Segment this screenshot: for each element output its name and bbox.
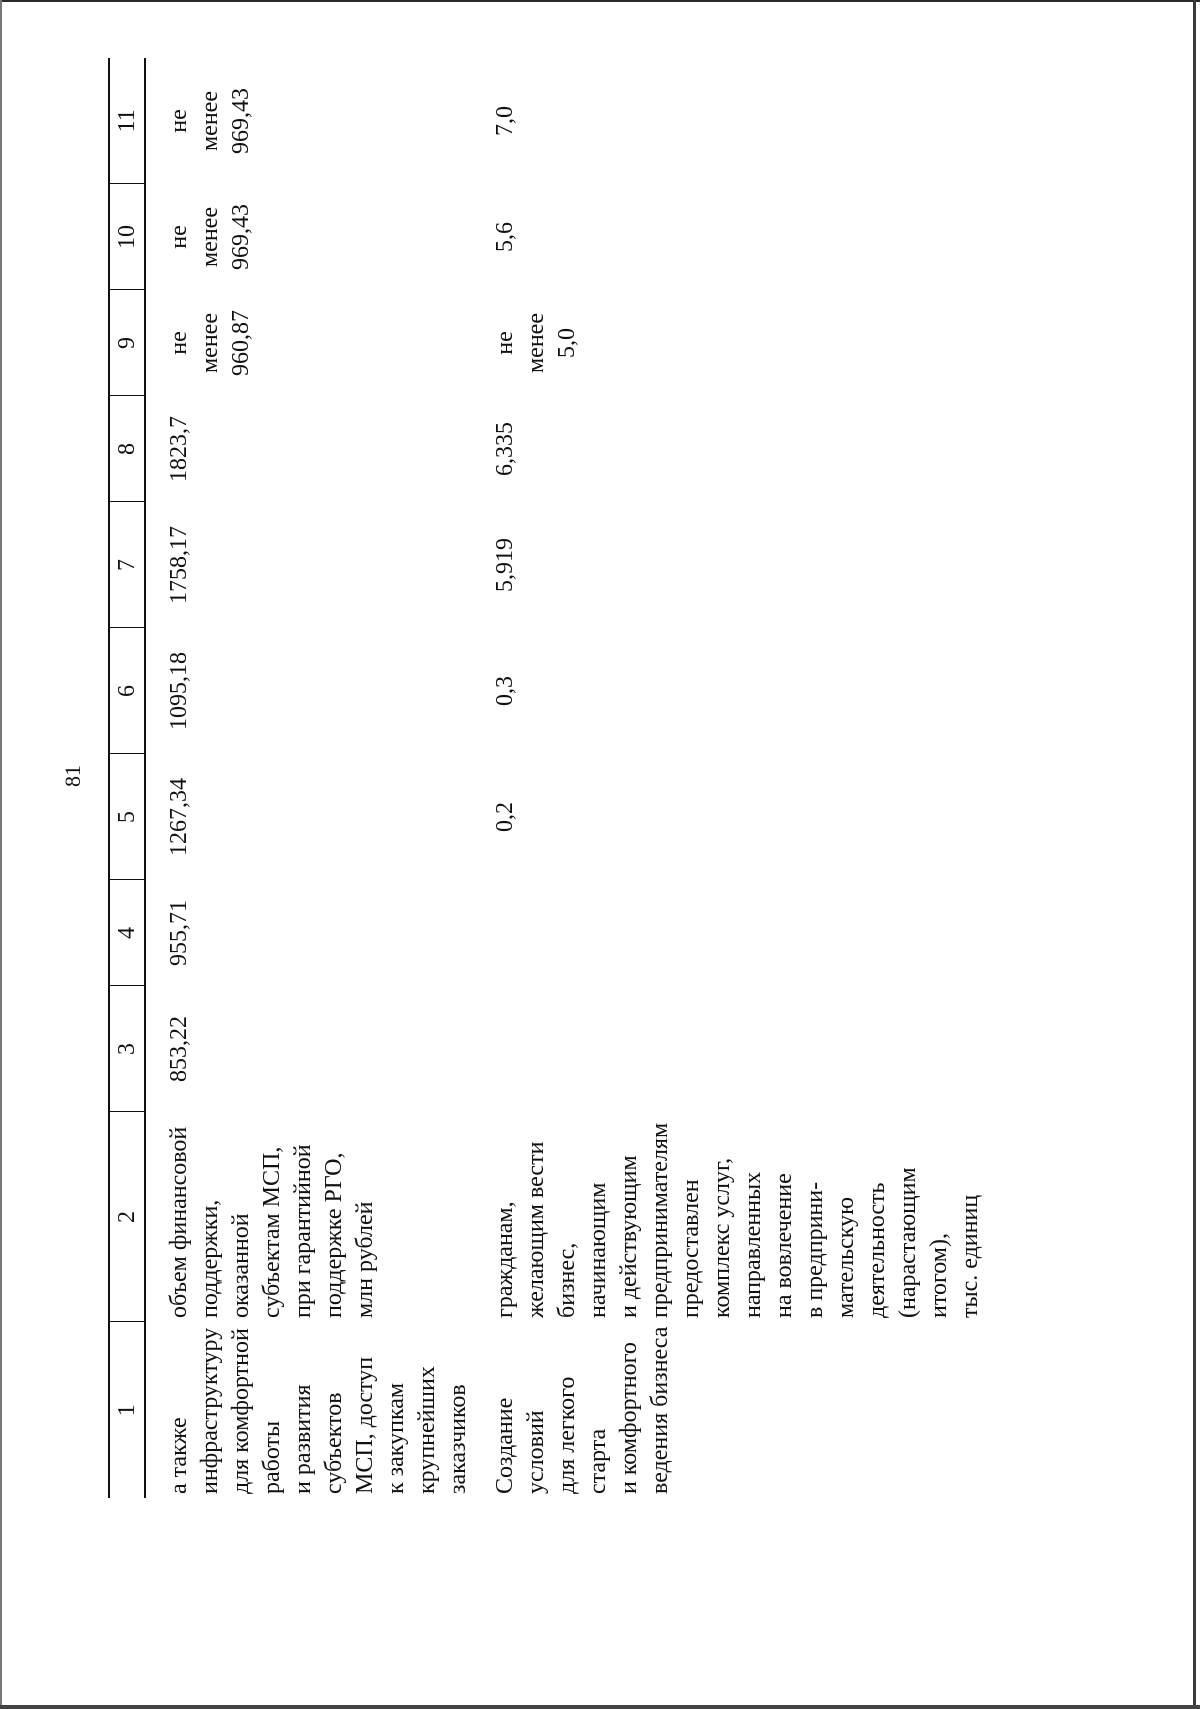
text-line: желающим вести (523, 1141, 549, 1318)
text-line: в предприни- (802, 1181, 828, 1318)
text-line: для легкого старта (554, 1376, 611, 1494)
text-line: не (492, 331, 518, 355)
text-line: и развития субъектов (290, 1384, 347, 1494)
table-row (474, 58, 986, 1498)
text-line: гражданам, (492, 1201, 518, 1318)
text-line: начинающим (585, 1182, 611, 1318)
row1-goal-cell (145, 1322, 474, 1498)
text-line: а также (166, 1417, 192, 1494)
col-header-4: 4 (109, 880, 145, 986)
text-line: инфраструктуру (197, 1327, 223, 1494)
text-line: мательскую (833, 1196, 859, 1318)
text-line: 960,87 (228, 310, 254, 376)
row2-value-col5: 0,2 (492, 802, 518, 832)
text-line: направленных (740, 1171, 766, 1318)
row2-goal-cell (474, 1322, 986, 1498)
scan-edge-bottom (0, 1705, 1200, 1709)
text-line: при гарантийной (290, 1144, 316, 1318)
text-line: менее (197, 91, 223, 151)
row1-value-col8: 1823,7 (166, 416, 192, 482)
row2-value-col7: 5,919 (492, 538, 518, 592)
table-row (145, 58, 474, 1498)
text-line: 969,43 (228, 204, 254, 270)
text-line: и комфортного (616, 1342, 642, 1494)
row2-indicator-cell (474, 1112, 986, 1322)
col-header-9: 9 (109, 290, 145, 396)
text-line: объем финансовой (166, 1126, 192, 1318)
indicator-table (108, 58, 986, 1498)
row2-value-col11 (474, 58, 986, 184)
text-line: оказанной (228, 1213, 254, 1318)
row1-value-col3: 853,22 (166, 1016, 192, 1082)
row1-value-col11 (145, 58, 474, 184)
text-line: и действующим (616, 1155, 642, 1318)
col-header-10: 10 (109, 184, 145, 290)
text-line: предпринимателям (647, 1122, 673, 1318)
text-line: не (166, 109, 192, 133)
text-line: деятельность (864, 1182, 890, 1318)
text-line: менее (523, 313, 549, 373)
text-line: менее (197, 207, 223, 267)
text-line: не (166, 225, 192, 249)
text-line: для комфортной (228, 1328, 254, 1494)
text-line: ведения бизнеса (647, 1326, 673, 1494)
text-line: поддержки, (197, 1199, 223, 1318)
row1-value-col10 (145, 184, 474, 290)
row2-value-col8: 6,335 (492, 422, 518, 476)
row2-value-col4 (474, 880, 986, 986)
text-line: 5,6 (492, 222, 518, 252)
row2-value-col9 (474, 290, 986, 396)
text-line: комплекс услуг, (709, 1157, 735, 1318)
text-line: заказчиков (445, 1384, 471, 1494)
text-line: (нарастающим (895, 1167, 921, 1318)
row1-value-col6: 1095,18 (166, 652, 192, 730)
row2-value-col6: 0,3 (492, 676, 518, 706)
text-line: итогом), (926, 1233, 952, 1318)
row1-value-col5: 1267,34 (166, 778, 192, 856)
header-row (109, 58, 145, 1498)
text-line: работы (259, 1420, 285, 1494)
row1-indicator-cell (145, 1112, 474, 1322)
text-line: крупнейших (414, 1366, 440, 1494)
text-line: поддержке РГО, (321, 1152, 347, 1318)
text-line: менее (197, 313, 223, 373)
col-header-6: 6 (109, 628, 145, 754)
row1-value-col7: 1758,17 (166, 526, 192, 604)
col-header-11: 11 (109, 58, 145, 184)
text-line: предоставлен (678, 1179, 704, 1318)
scan-edge-right (1193, 0, 1196, 1709)
col-header-1: 1 (109, 1322, 145, 1498)
col-header-8: 8 (109, 396, 145, 502)
col-header-7: 7 (109, 502, 145, 628)
row1-value-col9 (145, 290, 474, 396)
text-line: на вовлечение (771, 1173, 797, 1318)
col-header-3: 3 (109, 986, 145, 1112)
page-number: 81 (60, 765, 85, 787)
row2-value-col10 (474, 184, 986, 290)
text-line: МСП, доступ (352, 1356, 378, 1494)
text-line: млн рублей (352, 1201, 378, 1318)
text-line: 969,43 (228, 88, 254, 154)
col-header-5: 5 (109, 754, 145, 880)
text-line: тыс. единиц (957, 1194, 983, 1318)
text-line: к закупкам (383, 1382, 409, 1494)
text-line: субъектам МСП, (259, 1146, 285, 1318)
col-header-2: 2 (109, 1112, 145, 1322)
text-line: 7,0 (492, 106, 518, 136)
text-line: Создание условий (492, 1397, 549, 1494)
row1-value-col4: 955,71 (166, 900, 192, 966)
text-line: бизнес, (554, 1242, 580, 1318)
text-line: не (166, 331, 192, 355)
text-line: 5,0 (554, 328, 580, 358)
row2-value-col3 (474, 986, 986, 1112)
